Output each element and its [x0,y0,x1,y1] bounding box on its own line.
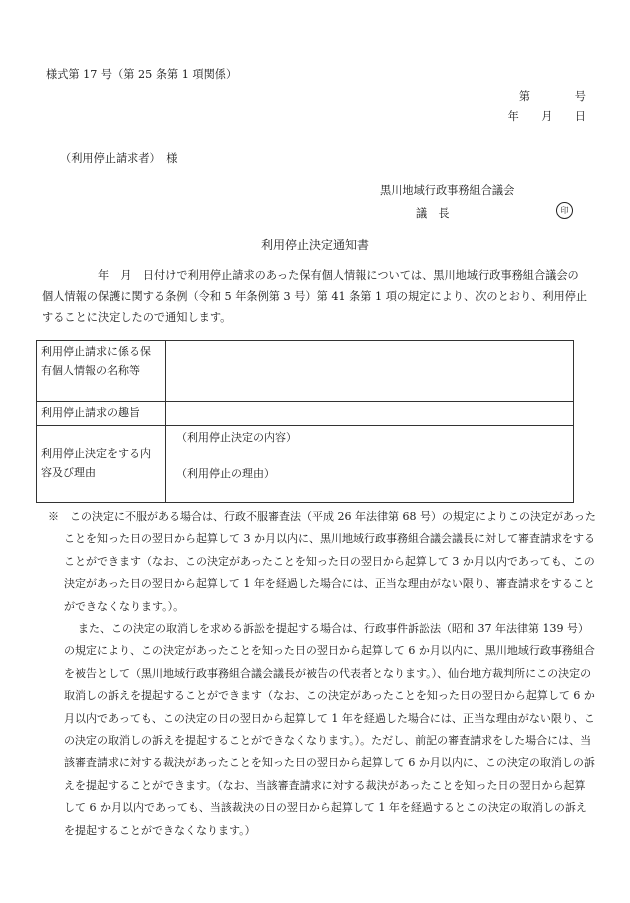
issuer-chairman: 議 長 [416,207,450,220]
row-value-purpose [166,402,574,426]
decision-table [36,340,574,503]
form-number: 様式第 17 号（第 25 条第 1 項関係） [46,68,238,81]
table-row [37,425,574,502]
row-label-decision: 利用停止決定をする内容及び理由 [37,425,166,502]
note-review-request: ※ この決定に不服がある場合は、行政不服審査法（平成 26 年法律第 68 号）の規定によりこの決定があったことを知った日の翌日から起算して 3 か月以内に、黒川地域行政事務組合議会議長に対して審査請求をすることができます（なお、この決定があったことを知った日の翌日から起算して 3 か月以内であっても、この決定があった日の翌日から起算して 1 年を経過した場合には、正当な理由がない限り、審査請求をすることができなくなります。）。 [48,510,596,613]
row-label-purpose: 利用停止請求の趣旨 [37,402,166,426]
row-value-decision [166,425,574,502]
table-row [37,402,574,426]
notice-body [42,265,588,329]
row-value-info-name [166,341,574,402]
document-number: 第 号 [518,90,586,103]
decision-reason-label: （利用停止の理由） [176,467,275,480]
addressee: （利用停止請求者） 様 [60,152,178,165]
document-title: 利用停止決定通知書 [260,238,369,252]
notice-paragraph: 年 月 日付けで利用停止請求のあった保有個人情報については、黒川地域行政事務組合議会の個人情報の保護に関する条例（令和 5 年条例第 3 号）第 41 条第 1 項の規定により、次のとおり、利用停止することに決定したので通知します。 [42,269,588,325]
row-label-info-name: 利用停止請求に係る保有個人情報の名称等 [37,341,166,402]
document-date: 年 月 日 [507,110,586,123]
table-row [37,341,574,402]
decision-content-label: （利用停止決定の内容） [176,430,297,444]
issuer-organization: 黒川地域行政事務組合議会 [380,184,515,197]
seal-mark: 印 [556,202,573,219]
appeal-notes [48,506,596,842]
note-litigation: また、この決定の取消しを求める訴訟を提起する場合は、行政事件訴訟法（昭和 37 年法律第 139 号）の規定により、この決定があったことを知った日の翌日から起算して 6 か月以内に、黒川地域行政事務組合を被告として（黒川地域行政事務組合議会議長が被告の代表者となります。）、仙台地方裁判所にこの決定の取消しの訴えを提起することができます（なお、この決定があったことを知った日の翌日から起算して 6 か月以内であっても、この決定の日の翌日から起算して 1 年を経過した場合には、正当な理由がない限り、この決定の取消しの訴えを提起することができなくなります。）。ただし、前記の審査請求をした場合には、当該審査請求に対する裁決があったことを知った日の翌日から起算して 6 か月以内に、この決定の取消しの訴えを提起することができます。（なお、当該審査請求に対する裁決があったことを知った日の翌日から起算して 6 か月以内であっても、当該裁決の日の翌日から起算して 1 年を経過するとこの決定の取消しの訴えを提起することができなくなります。） [64,622,595,837]
